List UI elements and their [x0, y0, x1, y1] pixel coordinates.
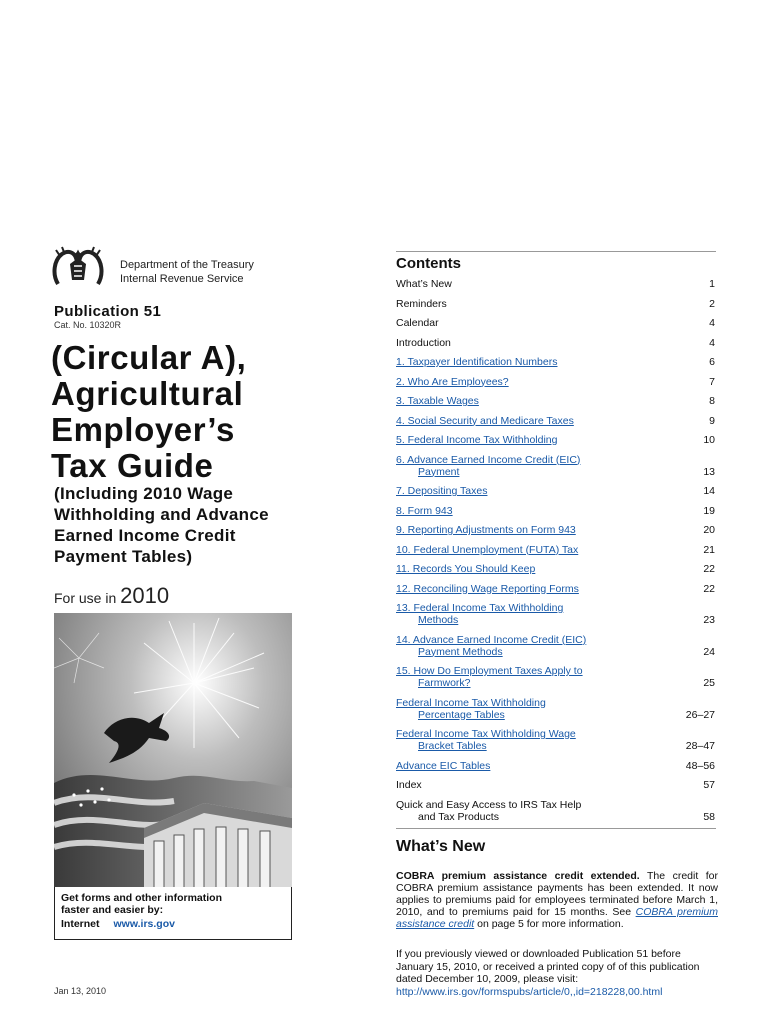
department-line: Department of the Treasury [120, 259, 254, 271]
toc-entry[interactable] [396, 602, 718, 626]
toc-entry-label[interactable]: Federal Income Tax Withholding Wage [396, 728, 576, 740]
toc-entry-label[interactable]: 5. Federal Income Tax Withholding [396, 434, 558, 446]
table-of-contents [396, 278, 718, 830]
toc-entry [396, 799, 718, 823]
subtitle-line: (Including 2010 Wage [54, 484, 234, 503]
title-line: (Circular A), [51, 339, 247, 376]
toc-entry [396, 298, 718, 310]
toc-entry-label: Index [396, 779, 422, 791]
toc-entry[interactable] [396, 356, 718, 368]
document-title [51, 340, 246, 484]
toc-entry[interactable] [396, 665, 718, 689]
toc-entry-label[interactable]: 4. Social Security and Medicare Taxes [396, 414, 574, 427]
toc-entry-label: Quick and Easy Access to IRS Tax Help [396, 798, 582, 811]
toc-entry-label-continued [396, 811, 718, 823]
subtitle-line: Earned Income Credit [54, 526, 236, 545]
toc-page-number: 20 [703, 524, 715, 536]
toc-page-number: 25 [703, 677, 715, 689]
toc-entry[interactable] [396, 505, 718, 517]
toc-entry [396, 337, 718, 349]
whats-new-top-rule [396, 828, 716, 829]
toc-entry-label-continued[interactable] [396, 614, 718, 626]
toc-entry[interactable] [396, 376, 718, 388]
toc-page-number: 1 [709, 278, 715, 290]
for-use-label: For use in [54, 590, 117, 606]
title-line: Tax Guide [51, 447, 214, 484]
publication-number: Publication 51 [54, 303, 162, 320]
toc-entry [396, 779, 718, 791]
toc-page-number: 4 [709, 317, 715, 329]
toc-entry-label-text[interactable]: Percentage Tables [418, 708, 505, 721]
toc-entry-label-text[interactable]: Payment [418, 465, 460, 478]
cobra-credit-link[interactable]: COBRA premium assistance credit [396, 906, 718, 930]
toc-entry [396, 317, 718, 329]
toc-entry-label[interactable]: 3. Taxable Wages [396, 395, 479, 407]
cover-illustration [54, 613, 292, 890]
toc-page-number: 9 [709, 414, 715, 427]
toc-entry-label[interactable]: 13. Federal Income Tax Withholding [396, 602, 564, 614]
toc-entry[interactable] [396, 583, 718, 595]
toc-entry[interactable] [396, 634, 718, 658]
toc-entry[interactable] [396, 454, 718, 478]
subtitle-line: Withholding and Advance [54, 505, 269, 524]
paragraph-text: The credit for COBRA premium assistance payments has been extended. It now applies to premiums paid for employees terminated before March 1, 2010, and to premiums paid for 15 months. See [396, 870, 718, 918]
toc-page-number: 21 [703, 543, 715, 556]
toc-entry[interactable] [396, 524, 718, 536]
toc-entry-label[interactable]: 7. Depositing Taxes [396, 485, 488, 497]
info-line: Get forms and other information [61, 892, 223, 904]
toc-entry-label-continued[interactable] [396, 646, 718, 658]
toc-entry-label: Reminders [396, 297, 447, 310]
toc-entry-label[interactable]: 1. Taxpayer Identification Numbers [396, 356, 558, 368]
toc-entry-label[interactable]: 2. Who Are Employees? [396, 375, 509, 388]
contents-top-rule [396, 251, 716, 252]
toc-page-number: 4 [709, 336, 715, 349]
toc-entry-label[interactable]: 10. Federal Unemployment (FUTA) Tax [396, 543, 579, 556]
toc-entry-label[interactable]: 9. Reporting Adjustments on Form 943 [396, 524, 576, 536]
toc-page-number: 19 [703, 504, 715, 517]
paragraph-text: on page 5 for more information. [474, 918, 624, 930]
toc-entry[interactable] [396, 544, 718, 556]
toc-entry-label[interactable]: 12. Reconciling Wage Reporting Forms [396, 582, 579, 595]
toc-entry-label: Introduction [396, 336, 451, 349]
toc-page-number: 58 [703, 810, 715, 823]
info-box [54, 887, 292, 940]
title-line: Employer’s [51, 411, 235, 448]
toc-entry-label[interactable]: 14. Advance Earned Income Credit (EIC) [396, 633, 587, 646]
title-line: Agricultural [51, 375, 244, 412]
whats-new-paragraph [396, 870, 718, 930]
toc-page-number: 23 [703, 614, 715, 626]
toc-page-number: 24 [703, 645, 715, 658]
toc-entry-label-continued[interactable] [396, 466, 718, 478]
toc-entry-label[interactable]: Advance EIC Tables [396, 759, 491, 772]
year-label: 2010 [120, 583, 170, 608]
info-box-text [61, 892, 222, 916]
toc-entry-label-continued[interactable] [396, 709, 718, 721]
toc-page-number: 57 [703, 779, 715, 791]
toc-entry-label: Calendar [396, 317, 439, 329]
toc-page-number: 22 [703, 582, 715, 595]
toc-page-number: 14 [703, 485, 715, 497]
toc-page-number: 2 [709, 297, 715, 310]
toc-entry-label-text[interactable]: Payment Methods [418, 645, 503, 658]
internet-line [61, 918, 175, 930]
revision-notice [396, 948, 720, 998]
document-subtitle [54, 483, 269, 567]
department-header [120, 258, 254, 286]
contents-heading: Contents [396, 255, 461, 272]
subtitle-line: Payment Tables) [54, 547, 193, 566]
irs-eagle-logo-icon [48, 244, 108, 292]
toc-entry-label: What’s New [396, 278, 452, 290]
toc-page-number: 22 [703, 563, 715, 575]
catalog-number: Cat. No. 10320R [54, 320, 122, 330]
publication-date: Jan 13, 2010 [54, 986, 107, 996]
toc-entry-label-text[interactable]: Farmwork? [418, 677, 471, 689]
toc-page-number: 13 [703, 465, 715, 478]
toc-page-number: 10 [703, 434, 715, 446]
toc-entry[interactable] [396, 485, 718, 497]
toc-entry-label-text[interactable]: Bracket Tables [418, 740, 487, 752]
toc-entry-label[interactable]: Federal Income Tax Withholding [396, 696, 546, 709]
toc-page-number: 48–56 [685, 759, 715, 772]
toc-entry-label-text: and Tax Products [418, 810, 499, 823]
internet-label: Internet [61, 918, 100, 930]
toc-entry[interactable] [396, 728, 718, 752]
toc-entry[interactable] [396, 563, 718, 575]
irs-website-link[interactable]: www.irs.gov [113, 918, 175, 930]
toc-entry[interactable] [396, 395, 718, 407]
toc-entry [396, 278, 718, 290]
for-use-year [54, 583, 169, 609]
toc-page-number: 7 [709, 375, 715, 388]
toc-entry[interactable] [396, 434, 718, 446]
revision-url-link[interactable]: http://www.irs.gov/formspubs/article/0,,id=218228,00.html [396, 985, 663, 998]
toc-entry-label[interactable]: 6. Advance Earned Income Credit (EIC) [396, 453, 581, 466]
toc-entry-label-continued[interactable] [396, 677, 718, 689]
whats-new-heading: What’s New [396, 838, 486, 855]
toc-entry-label[interactable]: 15. How Do Employment Taxes Apply to [396, 665, 583, 677]
toc-entry[interactable] [396, 415, 718, 427]
toc-entry-label[interactable]: 8. Form 943 [396, 504, 453, 517]
toc-entry[interactable] [396, 760, 718, 772]
toc-entry-label[interactable]: 11. Records You Should Keep [396, 563, 536, 575]
toc-entry-label-text[interactable]: Methods [418, 614, 459, 626]
info-line: faster and easier by: [61, 904, 164, 916]
toc-entry[interactable] [396, 697, 718, 721]
toc-entry-label-continued[interactable] [396, 740, 718, 752]
toc-page-number: 8 [709, 395, 715, 407]
toc-page-number: 26–27 [685, 708, 715, 721]
paragraph-lead: COBRA premium assistance credit extended. [396, 870, 640, 882]
revision-text: If you previously viewed or downloaded Publication 51 before January 15, 2010, or received a printed copy of of this publication dated December 10, 2009, please visit: [396, 948, 700, 985]
service-line: Internal Revenue Service [120, 273, 244, 285]
toc-page-number: 28–47 [685, 740, 715, 752]
toc-page-number: 6 [709, 356, 715, 368]
